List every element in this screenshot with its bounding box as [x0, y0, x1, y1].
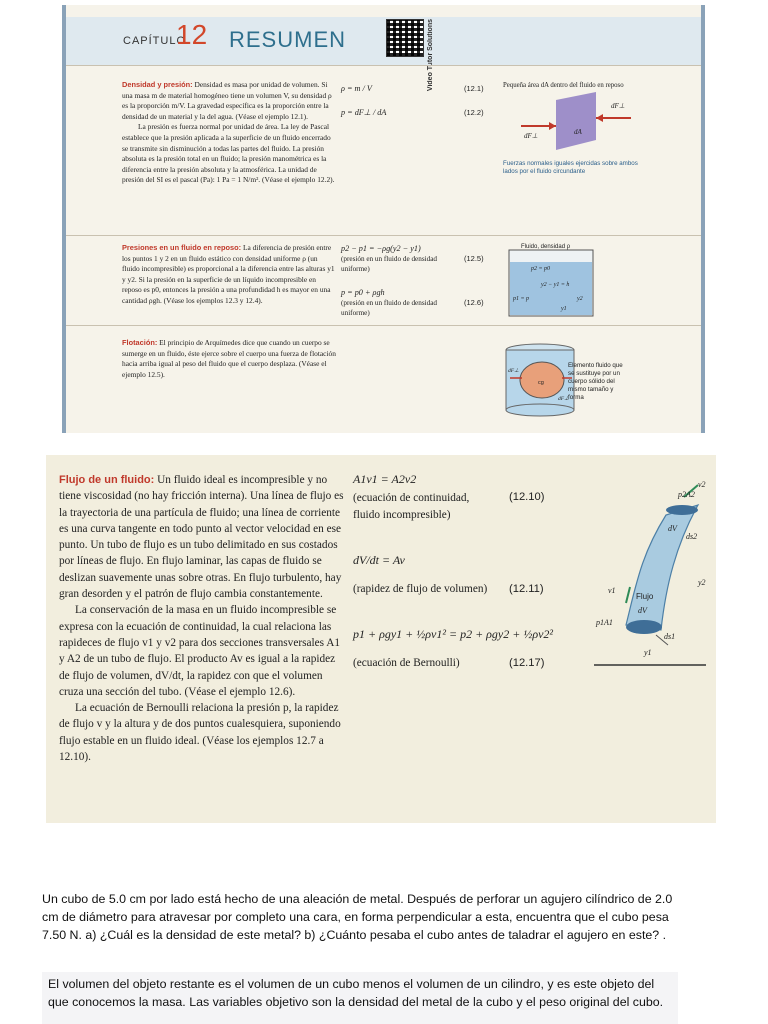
equation-number-12-1: (12.1) [464, 84, 484, 93]
equation-12-1: ρ = m / V [341, 84, 372, 93]
flow-tube-diagram [586, 475, 711, 675]
flotation-text [122, 338, 336, 380]
summary-block-top [62, 5, 705, 433]
rest-text [122, 243, 336, 307]
flotation-force-right: dF⊥ [558, 396, 569, 402]
flow-v2-label: v2 [698, 480, 706, 489]
flow-paragraph-1: Un fluido ideal es incompresible y no tiene viscosidad (no hay fricción interna). Una línea de flujo es la trayectoria de una partícula de fluido; una línea de corriente es una curva tangente en todo punto al vector velocidad en ese punto. Un tubo de flujo es un tubo delimitado en sus costados por líneas de flujo. En flujo laminar, las capas de fluido se deslizan suavemente unas sobre otras. En flujo turbulento, hay gran desorden y el patrón de flujo cambia constantemente. [59, 474, 344, 601]
beaker-fluid-label: Fluido, densidad ρ [521, 244, 571, 250]
flotation-caption: Elemento fluido que se sustituye por un cuerpo sólido del mismo tamaño y forma [568, 362, 623, 401]
flotation-row [66, 325, 701, 434]
flow-dv-top-label: dV [668, 524, 677, 533]
equation-12-17: p1 + ρgy1 + ½ρv1² = p2 + ρgy2 + ½ρv2² [353, 627, 554, 641]
flotation-force-left: dF⊥ [508, 368, 519, 374]
density-keyword: Densidad y presión: [122, 80, 193, 89]
figure-small-area-caption: Fuerzas normales iguales ejercidas sobre ambos lados por el fluido circundante [503, 160, 638, 175]
flow-y1-label: y1 [644, 648, 652, 657]
density-paragraph-a: Densidad es masa por unidad de volumen. Si una masa m de material homogéneo tiene un volumen V, su densidad ρ es la proporción m/V. La gravedad específica es la proporción entre la densidad de un material y la del agua. (Véase el ejemplo 12.1). [122, 80, 332, 121]
flotation-keyword: Flotación: [122, 338, 158, 347]
flow-paragraph-3: La ecuación de Bernoulli relaciona la presión p, la rapidez de flujo v y la altura y de dos puntos cualesquiera, suponiendo flujo estable en un fluido ideal. (Véase los ejemplos 12.7 a 12.10). [59, 702, 341, 764]
flow-v1-label: v1 [608, 586, 616, 595]
equation-12-2: p = dF⊥ / dA [341, 108, 387, 117]
flow-ds1-label: ds1 [664, 632, 676, 641]
equation-12-11: dV/dt = Av [353, 553, 405, 567]
density-pressure-row [66, 65, 701, 236]
flow-dv-bottom-label: dV [638, 606, 647, 615]
beaker-y2-label: y2 [577, 296, 583, 302]
equation-number-12-10: (12.10) [509, 491, 545, 503]
flow-text [59, 472, 344, 765]
flow-p1a1-label: p1A1 [596, 618, 613, 627]
force-label-right: dF⊥ [611, 102, 625, 110]
equation-number-12-17: (12.17) [509, 657, 545, 669]
problem-statement: Un cubo de 5.0 cm por lado está hecho de una aleación de metal. Después de perforar un agujero cilíndrico de 2.0 cm de diámetro para atravesar por completo una cara, en forma perpendicular a esta, encuentra que el cubo pesa 7.50 N. a) ¿Cuál es la densidad de este metal? b) ¿Cuánto pesaba el cubo antes de taladrar el agujero en este? . [42, 892, 673, 942]
flotation-paragraph: El principio de Arquímedes dice que cuando un cuerpo se sumerge en un fluido, éste ejerce sobre el cuerpo una fuerza de flotación hacia arriba igual al peso del fluido que el cuerpo desplaza. (Véase el ejemplo 12.5). [122, 338, 336, 379]
chapter-label: CAPÍTULO [123, 35, 187, 47]
equation-12-17-note: (ecuación de Bernoulli) [353, 657, 460, 669]
equation-12-6-note: (presión en un fluido de densidad uniforme) [341, 299, 438, 317]
answer-paragraph: El volumen del objeto restante es el volumen de un cubo menos el volumen de un cilindro, y es este objeto del que conocemos la masa. Las variables objetivo son la densidad del metal de la cubo y el peso original del cubo. [42, 972, 678, 1024]
flow-direction-label: Flujo [636, 592, 654, 601]
flow-p2a2-label: p2A2 [678, 490, 695, 499]
small-area-diagram [516, 90, 636, 158]
beaker-y1-label: y1 [561, 306, 567, 312]
summary-title: RESUMEN [229, 27, 347, 52]
flotation-cg-label: cg [538, 380, 544, 386]
beaker-pressure-diagram [501, 240, 601, 320]
area-label: dA [574, 128, 582, 136]
flow-y2-label: y2 [698, 578, 706, 587]
video-tutor-tag: Video Tutor Solutions [427, 19, 434, 92]
rest-paragraph: La diferencia de presión entre los puntos 1 y 2 en un fluido estático con densidad uniforme ρ (un fluido incompresible) es proporcional a la diferencia entre las alturas y1 y y2. Si la presión en la superficie de un líquido incompresible en reposo es p0, entonces la presión a una profundidad h es mayor en una cantidad ρgh. (Véase los ejemplos 12.3 y 12.4). [122, 243, 335, 305]
equation-12-10: A1v1 = A2v2 [353, 472, 417, 486]
figure-small-area-title: Pequeña área dA dentro del fluido en reposo [503, 82, 624, 89]
equation-12-5-note: (presión en un fluido de densidad uniforme) [341, 255, 438, 273]
force-label-left: dF⊥ [524, 132, 538, 140]
flow-keyword: Flujo de un fluido: [59, 474, 155, 486]
flow-paragraph-2: La conservación de la masa en un fluido incompresible se expresa con la ecuación de continuidad, la cual relaciona las rapideces de flujo v1 y v2 para dos secciones transversales A1 y A2 de un tubo de flujo. El producto Av es igual a la rapidez de flujo de volumen, dV/dt, la rapidez con que el volumen cruza una sección del tubo. (Véase el ejemplo 12.6). [59, 604, 341, 698]
equation-number-12-6: (12.6) [464, 298, 484, 307]
density-paragraph-b: La presión es fuerza normal por unidad de área. La ley de Pascal establece que la presión aplicada a la superficie de un fluido encerrado se transmite sin disminución a todas las partes del fluido. La presión absoluta es la presión total en un fluido; la presión manométrica es la diferencia entre la presión absoluta y la atmosférica. La unidad de presión del SI es el pascal (Pa): 1 Pa = 1 N/m². (Véase el ejemplo 12.2). [122, 122, 335, 185]
rest-keyword: Presiones en un fluido en reposo: [122, 243, 242, 252]
beaker-p1-label: p1 = p [513, 296, 530, 302]
equation-12-6: p = p0 + ρgh [341, 288, 385, 297]
chapter-number: 12 [176, 19, 208, 50]
fluid-flow-block [46, 455, 716, 823]
density-text [122, 80, 336, 186]
beaker-h-label: y2 − y1 = h [541, 282, 570, 288]
equation-12-5: p2 − p1 = −ρg(y2 − y1) [341, 244, 421, 253]
equation-12-10-note: (ecuación de continuidad, fluido incompresible) [353, 492, 470, 521]
equation-number-12-11: (12.11) [509, 583, 544, 595]
fluid-rest-row [66, 235, 701, 326]
equation-number-12-2: (12.2) [464, 108, 484, 117]
equation-number-12-5: (12.5) [464, 254, 484, 263]
qr-code-icon [386, 19, 424, 57]
beaker-p2-label: p2 = p0 [531, 266, 551, 272]
equation-12-11-note: (rapidez de flujo de volumen) [353, 583, 488, 595]
flow-ds2-label: ds2 [686, 532, 698, 541]
